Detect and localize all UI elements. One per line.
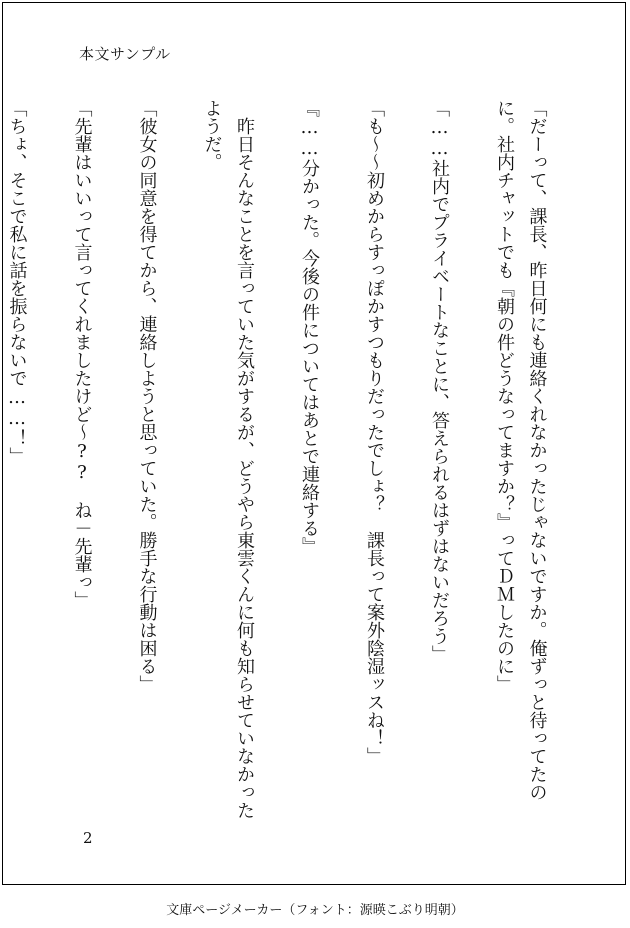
text-line: 「……社内でプライベートなことに、答えられるはずはないだろう」 [429, 99, 450, 663]
vertical-body-text [0, 99, 585, 819]
footer-caption: 文庫ページメーカー（フォント：源暎こぶり明朝） [166, 903, 464, 918]
text-line: 「彼女の同意を得てから、連絡しようと思っていた。勝手な行動は困る」 [136, 99, 158, 693]
text-line: 昨日そんなことを言っていた気がするが、どうやら東雲くんに何も知らせていなかったようだ。 [201, 99, 255, 819]
text-line: 『……分かった。今後の件についてはあとで連絡する』 [299, 99, 320, 555]
book-page [2, 2, 626, 885]
page-header-title: 本文サンプル [79, 45, 171, 63]
text-line: 「ちょ、そこで私に話を振らないで……！」 [6, 99, 28, 465]
text-line: 「も～～初めからすっぽかすつもりだったでしょ？ 課長って案外陰湿ッスね！」 [364, 99, 385, 765]
page-number: 2 [83, 829, 93, 847]
text-line: 「先輩はいいって言ってくれましたけど～?? ね－先輩っ」 [71, 99, 93, 609]
text-line: 「だーって、課長、昨日何にも連絡くれなかったじゃないですか。俺ずっと待ってたのに。社内チャットでも『朝の件どうなってますか？』ってＤＭしたのに」 [494, 99, 548, 801]
